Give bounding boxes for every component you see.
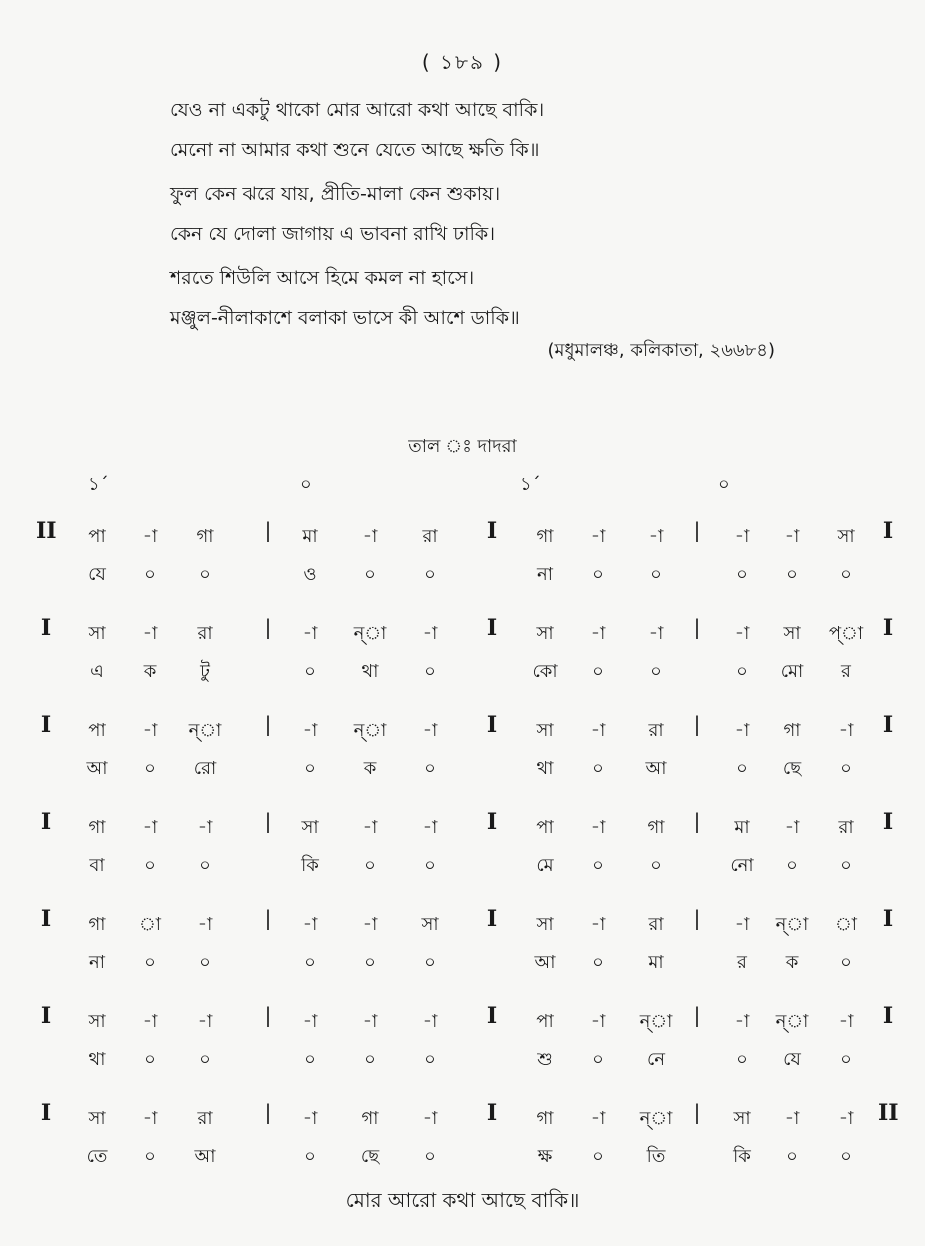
swara-note: ন্া xyxy=(775,914,809,935)
swara-note: গা xyxy=(196,526,214,547)
swara-note: সা xyxy=(837,526,855,547)
bar-separator: I xyxy=(486,906,498,932)
lyric-syllable: ০ xyxy=(304,1146,316,1167)
lyric-syllable: ০ xyxy=(364,564,376,585)
lyric-syllable: র xyxy=(841,661,851,682)
lyric-syllable: ০ xyxy=(840,1146,852,1167)
lyric-syllable: ০ xyxy=(304,758,316,779)
swara-note: -া xyxy=(302,720,318,741)
swara-note: -া xyxy=(590,1108,606,1129)
swara-note: -া xyxy=(838,1108,854,1129)
swara-note: -া xyxy=(142,623,158,644)
swara-note: সা xyxy=(536,623,554,644)
lyric-syllable: ০ xyxy=(199,952,211,973)
swara-note: -া xyxy=(734,720,750,741)
swara-note: -া xyxy=(362,817,378,838)
swara-note: পা xyxy=(88,720,106,741)
lyric-syllable: ০ xyxy=(840,952,852,973)
swara-note: সা xyxy=(421,914,439,935)
lyric-syllable: রো xyxy=(193,758,217,779)
swara-note: প্া xyxy=(828,623,864,644)
beat-mark: ১´ xyxy=(88,474,109,495)
swara-note: -া xyxy=(362,526,378,547)
swara-note: গা xyxy=(536,1108,554,1129)
swara-note: পা xyxy=(536,817,554,838)
lyric-syllable: নে xyxy=(646,1049,666,1070)
lyric-syllable: না xyxy=(89,952,105,973)
bar-end: I xyxy=(882,1003,894,1029)
lyric-syllable: ০ xyxy=(424,1049,436,1070)
swara-note: সা xyxy=(783,623,801,644)
lyric-syllable: ০ xyxy=(592,661,604,682)
lyric-syllable: ০ xyxy=(592,1146,604,1167)
notation-row xyxy=(0,1090,925,1170)
swara-note: গা xyxy=(88,817,106,838)
poem-line: শরতে শিউলি আসে হিমে কমল না হাসে। xyxy=(170,267,475,289)
swara-note: -া xyxy=(734,914,750,935)
swara-note: সা xyxy=(733,1108,751,1129)
swara-note: -া xyxy=(590,720,606,741)
bar-separator: | xyxy=(693,809,701,833)
lyric-syllable: বা xyxy=(89,855,105,876)
bar-separator: | xyxy=(264,615,272,639)
notation-row xyxy=(0,993,925,1073)
lyric-syllable: না xyxy=(537,564,553,585)
swara-note: -া xyxy=(648,526,664,547)
swara-note: -া xyxy=(590,1011,606,1032)
lyric-syllable: আ xyxy=(534,952,556,973)
lyric-syllable: ০ xyxy=(424,855,436,876)
lyric-syllable: ০ xyxy=(592,952,604,973)
swara-note: -া xyxy=(590,623,606,644)
notation-row xyxy=(0,799,925,879)
swara-note: -া xyxy=(142,1011,158,1032)
lyric-syllable: ০ xyxy=(840,564,852,585)
lyric-syllable: ০ xyxy=(786,1146,798,1167)
swara-note: -া xyxy=(422,1108,438,1129)
bar-separator: | xyxy=(693,615,701,639)
bar-end: I xyxy=(882,518,894,544)
lyric-syllable: আ xyxy=(194,1146,216,1167)
bar-end: II xyxy=(878,1100,899,1126)
swara-note: গা xyxy=(783,720,801,741)
bar-separator: I xyxy=(486,615,498,641)
lyric-syllable: যে xyxy=(88,564,106,585)
bar-end: I xyxy=(882,906,894,932)
swara-note: ন্া xyxy=(353,720,387,741)
lyric-syllable: কো xyxy=(532,661,558,682)
swara-note: মা xyxy=(302,526,318,547)
poem-line: ফুল কেন ঝরে যায়, প্রীতি-মালা কেন শুকায়। xyxy=(170,183,501,205)
swara-note: ন্া xyxy=(775,1011,809,1032)
poem-line: কেন যে দোলা জাগায় এ ভাবনা রাখি ঢাকি। xyxy=(170,223,496,245)
lyric-syllable: ০ xyxy=(592,758,604,779)
bar-separator: I xyxy=(486,1100,498,1126)
lyric-syllable: ০ xyxy=(304,661,316,682)
lyric-syllable: ০ xyxy=(840,1049,852,1070)
swara-note: -া xyxy=(734,623,750,644)
bar-end: I xyxy=(882,615,894,641)
lyric-syllable: ০ xyxy=(199,855,211,876)
bar-separator: I xyxy=(486,712,498,738)
swara-note: -া xyxy=(838,1011,854,1032)
bar-separator: | xyxy=(264,809,272,833)
bar-separator: | xyxy=(264,1003,272,1027)
bar-separator: I xyxy=(486,1003,498,1029)
lyric-syllable: ০ xyxy=(144,758,156,779)
beat-mark: ১´ xyxy=(520,474,541,495)
poem-line: মঞ্জুল-নীলাকাশে বলাকা ভাসে কী আশে ডাকি॥ xyxy=(170,307,520,329)
swara-note: সা xyxy=(301,817,319,838)
bar-start: I xyxy=(40,615,52,641)
lyric-syllable: আ xyxy=(645,758,667,779)
poem-line: যেও না একটু থাকো মোর আরো কথা আছে বাকি। xyxy=(170,99,545,121)
lyric-syllable: মে xyxy=(536,855,554,876)
swara-note: -া xyxy=(734,526,750,547)
lyric-syllable: ০ xyxy=(424,564,436,585)
lyric-syllable: থা xyxy=(536,758,554,779)
swara-note: গা xyxy=(536,526,554,547)
lyric-syllable: ০ xyxy=(650,855,662,876)
lyric-syllable: শু xyxy=(537,1049,553,1070)
lyric-syllable: এ xyxy=(90,661,104,682)
lyric-syllable: ০ xyxy=(592,855,604,876)
page-number: ( ১৮৯ ) xyxy=(421,50,504,74)
swara-note: -া xyxy=(142,1108,158,1129)
swara-note: া xyxy=(834,914,858,935)
swara-note: রা xyxy=(648,720,664,741)
bar-start: I xyxy=(40,712,52,738)
lyric-syllable: আ xyxy=(86,758,108,779)
bar-separator: | xyxy=(264,906,272,930)
lyric-syllable: ০ xyxy=(650,661,662,682)
swara-note: গা xyxy=(88,914,106,935)
lyric-syllable: মা xyxy=(648,952,664,973)
lyric-syllable: ০ xyxy=(592,564,604,585)
swara-note: -া xyxy=(422,817,438,838)
swara-note: ন্া xyxy=(188,720,222,741)
lyric-syllable: ০ xyxy=(364,1049,376,1070)
bar-separator: | xyxy=(693,906,701,930)
lyric-syllable: ০ xyxy=(736,758,748,779)
swara-note: -া xyxy=(302,914,318,935)
lyric-syllable: ও xyxy=(303,564,317,585)
lyric-syllable: ক xyxy=(363,758,377,779)
lyric-syllable: যে xyxy=(783,1049,801,1070)
bar-start: I xyxy=(40,809,52,835)
bar-separator: | xyxy=(264,1100,272,1124)
swara-note: রা xyxy=(838,817,854,838)
bar-separator: | xyxy=(693,1003,701,1027)
bar-separator: I xyxy=(486,518,498,544)
lyric-syllable: ০ xyxy=(736,564,748,585)
lyric-syllable: ক xyxy=(143,661,157,682)
swara-note: ন্া xyxy=(639,1011,673,1032)
bar-separator: | xyxy=(693,518,701,542)
notation-row xyxy=(0,605,925,685)
notation-row xyxy=(0,702,925,782)
swara-note: রা xyxy=(197,1108,213,1129)
lyric-syllable: ০ xyxy=(424,1146,436,1167)
bar-separator: | xyxy=(264,518,272,542)
lyric-syllable: কি xyxy=(301,855,319,876)
lyric-syllable: ০ xyxy=(144,1146,156,1167)
lyric-syllable: ০ xyxy=(144,1049,156,1070)
swara-note: সা xyxy=(88,1011,106,1032)
swara-note: -া xyxy=(784,526,800,547)
swara-note: -া xyxy=(302,623,318,644)
bar-start: II xyxy=(36,518,57,544)
swara-note: রা xyxy=(197,623,213,644)
lyric-syllable: ০ xyxy=(592,1049,604,1070)
swara-note: সা xyxy=(536,720,554,741)
lyric-syllable: ০ xyxy=(364,952,376,973)
swara-note: -া xyxy=(362,914,378,935)
poem-line: মেনো না আমার কথা শুনে যেতে আছে ক্ষতি কি॥ xyxy=(170,139,540,161)
bar-separator: I xyxy=(486,809,498,835)
bar-end: I xyxy=(882,809,894,835)
lyric-syllable: ০ xyxy=(144,855,156,876)
swara-note: -া xyxy=(302,1011,318,1032)
lyric-syllable: ০ xyxy=(840,855,852,876)
swara-note: -া xyxy=(648,623,664,644)
lyric-syllable: ০ xyxy=(840,758,852,779)
lyric-syllable: টু xyxy=(200,661,210,682)
lyric-syllable: তি xyxy=(646,1146,666,1167)
lyric-syllable: ০ xyxy=(786,564,798,585)
beat-mark: ০ xyxy=(718,474,730,495)
swara-note: -া xyxy=(422,623,438,644)
poem xyxy=(170,90,544,338)
swara-note: মা xyxy=(734,817,750,838)
lyric-syllable: ০ xyxy=(424,758,436,779)
lyric-syllable: ০ xyxy=(650,564,662,585)
lyric-syllable: ক xyxy=(785,952,799,973)
swara-note: -া xyxy=(590,526,606,547)
swara-note: ন্া xyxy=(639,1108,673,1129)
swara-note: -া xyxy=(784,1108,800,1129)
lyric-syllable: ০ xyxy=(144,564,156,585)
lyric-syllable: ০ xyxy=(199,1049,211,1070)
lyric-syllable: ০ xyxy=(364,855,376,876)
swara-note: -া xyxy=(590,914,606,935)
lyric-syllable: ০ xyxy=(736,661,748,682)
notation-row xyxy=(0,508,925,588)
beat-mark: ০ xyxy=(300,474,312,495)
lyric-syllable: থা xyxy=(88,1049,106,1070)
footer-line: মোর আরো কথা আছে বাকি॥ xyxy=(345,1188,580,1212)
swara-note: -া xyxy=(197,817,213,838)
lyric-syllable: থা xyxy=(361,661,379,682)
swara-note: -া xyxy=(422,1011,438,1032)
swara-note: -া xyxy=(142,720,158,741)
swara-note: সা xyxy=(88,623,106,644)
lyric-syllable: ০ xyxy=(424,952,436,973)
swara-note: পা xyxy=(88,526,106,547)
lyric-syllable: কি xyxy=(733,1146,751,1167)
swara-note: গা xyxy=(361,1108,379,1129)
bar-separator: | xyxy=(693,1100,701,1124)
lyric-syllable: ০ xyxy=(144,952,156,973)
bar-separator: | xyxy=(693,712,701,736)
notation-row xyxy=(0,896,925,976)
swara-note: সা xyxy=(536,914,554,935)
swara-note: সা xyxy=(88,1108,106,1129)
swara-note: -া xyxy=(734,1011,750,1032)
lyric-syllable: ০ xyxy=(424,661,436,682)
lyric-syllable: ০ xyxy=(304,1049,316,1070)
lyric-syllable: ০ xyxy=(304,952,316,973)
bar-end: I xyxy=(882,712,894,738)
lyric-syllable: ছে xyxy=(360,1146,380,1167)
bar-separator: | xyxy=(264,712,272,736)
swara-note: -া xyxy=(302,1108,318,1129)
swara-note: -া xyxy=(197,914,213,935)
lyric-syllable: ০ xyxy=(786,855,798,876)
lyric-syllable: র xyxy=(737,952,747,973)
swara-note: পা xyxy=(536,1011,554,1032)
swara-note: ন্া xyxy=(353,623,387,644)
swara-note: -া xyxy=(142,526,158,547)
swara-note: -া xyxy=(838,720,854,741)
lyric-syllable: ক্ষ xyxy=(537,1146,553,1167)
lyric-syllable: তে xyxy=(86,1146,108,1167)
bar-start: I xyxy=(40,906,52,932)
lyric-syllable: নো xyxy=(730,855,754,876)
lyric-syllable: ছে xyxy=(782,758,802,779)
bar-start: I xyxy=(40,1003,52,1029)
swara-note: া xyxy=(138,914,162,935)
swara-note: রা xyxy=(422,526,438,547)
lyric-syllable: ০ xyxy=(736,1049,748,1070)
bar-start: I xyxy=(40,1100,52,1126)
swara-note: গা xyxy=(647,817,665,838)
lyric-syllable: ০ xyxy=(199,564,211,585)
swara-note: -া xyxy=(197,1011,213,1032)
taal-label: তাল ঃ দাদরা xyxy=(408,436,517,457)
swara-note: -া xyxy=(422,720,438,741)
swara-note: -া xyxy=(142,817,158,838)
swara-note: রা xyxy=(648,914,664,935)
lyric-syllable: মো xyxy=(780,661,804,682)
swara-note: -া xyxy=(590,817,606,838)
swara-note: -া xyxy=(784,817,800,838)
source-citation: (মধুমালঞ্চ, কলিকাতা, ২৬৬৮৪) xyxy=(547,340,775,361)
swara-note: -া xyxy=(362,1011,378,1032)
